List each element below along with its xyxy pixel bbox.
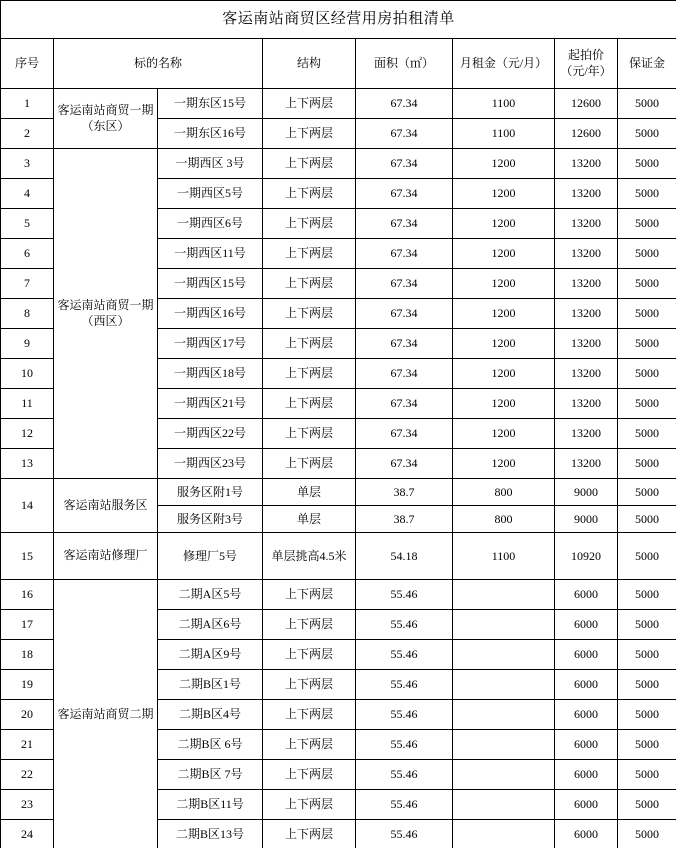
price-cell: 13200 [555,149,618,179]
price-cell: 13200 [555,389,618,419]
area-cell: 67.34 [356,269,453,299]
structure-cell: 上下两层 [263,820,356,848]
structure-cell: 上下两层 [263,389,356,419]
structure-cell: 上下两层 [263,269,356,299]
rent-cell: 1100 [453,533,555,580]
area-cell: 55.46 [356,820,453,848]
item-cell: 服务区附3号 [158,506,263,533]
seq-cell: 1 [1,89,54,119]
header-name: 标的名称 [54,39,263,89]
structure-cell: 上下两层 [263,209,356,239]
header-structure: 结构 [263,39,356,89]
deposit-cell: 5000 [618,670,676,700]
rent-cell: 1200 [453,209,555,239]
price-cell: 13200 [555,209,618,239]
table-row [1,149,676,179]
deposit-cell: 5000 [618,580,676,610]
price-cell: 9000 [555,506,618,533]
price-cell: 13200 [555,179,618,209]
deposit-cell: 5000 [618,179,676,209]
area-cell: 55.46 [356,760,453,790]
table-row [1,580,676,610]
price-cell: 13200 [555,359,618,389]
area-cell: 38.7 [356,506,453,533]
seq-cell: 6 [1,239,54,269]
price-cell: 10920 [555,533,618,580]
price-cell: 12600 [555,89,618,119]
group-cell: 客运南站修理厂 [54,533,158,580]
item-cell: 一期西区 3号 [158,149,263,179]
seq-cell: 4 [1,179,54,209]
rent-cell: 1100 [453,89,555,119]
price-cell: 6000 [555,580,618,610]
price-cell: 9000 [555,479,618,506]
rent-cell: 1200 [453,179,555,209]
rent-cell [453,670,555,700]
rent-cell: 1200 [453,419,555,449]
structure-cell: 上下两层 [263,239,356,269]
item-cell: 二期B区1号 [158,670,263,700]
structure-cell: 上下两层 [263,449,356,479]
rent-cell [453,640,555,670]
structure-cell: 单层 [263,506,356,533]
header-index: 序号 [1,39,54,89]
price-cell: 6000 [555,730,618,760]
structure-cell: 上下两层 [263,760,356,790]
item-cell: 修理厂5号 [158,533,263,580]
rent-cell: 1100 [453,119,555,149]
rent-cell [453,700,555,730]
item-cell: 一期西区16号 [158,299,263,329]
item-cell: 一期西区5号 [158,179,263,209]
seq-cell: 18 [1,640,54,670]
seq-cell: 22 [1,760,54,790]
item-cell: 一期西区18号 [158,359,263,389]
structure-cell: 上下两层 [263,359,356,389]
item-cell: 一期西区15号 [158,269,263,299]
item-cell: 二期A区9号 [158,640,263,670]
price-cell: 6000 [555,610,618,640]
seq-cell: 20 [1,700,54,730]
deposit-cell: 5000 [618,329,676,359]
seq-cell: 23 [1,790,54,820]
deposit-cell: 5000 [618,299,676,329]
area-cell: 55.46 [356,670,453,700]
area-cell: 67.34 [356,239,453,269]
rent-cell: 1200 [453,269,555,299]
area-cell: 67.34 [356,179,453,209]
area-cell: 67.34 [356,149,453,179]
deposit-cell: 5000 [618,640,676,670]
group-cell: 客运南站服务区 [54,479,158,533]
item-cell: 二期B区13号 [158,820,263,848]
area-cell: 55.46 [356,640,453,670]
area-cell: 67.34 [356,449,453,479]
area-cell: 67.34 [356,119,453,149]
item-cell: 一期西区11号 [158,239,263,269]
structure-cell: 上下两层 [263,790,356,820]
seq-cell: 5 [1,209,54,239]
header-starting-price-line2: （元/年） [560,63,612,78]
rent-cell: 1200 [453,329,555,359]
structure-cell: 上下两层 [263,179,356,209]
seq-cell: 17 [1,610,54,640]
table-header-row [1,39,676,89]
header-deposit: 保证金 [618,39,676,89]
item-cell: 二期A区5号 [158,580,263,610]
deposit-cell: 5000 [618,610,676,640]
item-cell: 二期B区 6号 [158,730,263,760]
price-cell: 13200 [555,449,618,479]
group-cell: 客运南站商贸二期 [54,580,158,848]
area-cell: 67.34 [356,389,453,419]
item-cell: 一期西区21号 [158,389,263,419]
area-cell: 55.46 [356,790,453,820]
area-cell: 67.34 [356,359,453,389]
item-cell: 一期东区15号 [158,89,263,119]
price-cell: 6000 [555,700,618,730]
area-cell: 67.34 [356,419,453,449]
area-cell: 38.7 [356,479,453,506]
structure-cell: 上下两层 [263,419,356,449]
area-cell: 55.46 [356,730,453,760]
price-cell: 13200 [555,299,618,329]
price-cell: 13200 [555,239,618,269]
deposit-cell: 5000 [618,730,676,760]
structure-cell: 上下两层 [263,610,356,640]
group-cell: 客运南站商贸一期（东区） [54,89,158,149]
structure-cell: 上下两层 [263,580,356,610]
price-cell: 6000 [555,820,618,848]
deposit-cell: 5000 [618,449,676,479]
page-title: 客运南站商贸区经营用房拍租清单 [1,1,676,39]
area-cell: 67.34 [356,299,453,329]
rent-cell [453,730,555,760]
deposit-cell: 5000 [618,209,676,239]
area-cell: 67.34 [356,89,453,119]
rent-cell: 800 [453,506,555,533]
area-cell: 54.18 [356,533,453,580]
item-cell: 二期B区 7号 [158,760,263,790]
rent-cell: 1200 [453,359,555,389]
header-starting-price [555,39,618,89]
area-cell: 55.46 [356,610,453,640]
seq-cell: 14 [1,479,54,533]
table-row [1,89,676,119]
structure-cell: 上下两层 [263,640,356,670]
deposit-cell: 5000 [618,269,676,299]
deposit-cell: 5000 [618,820,676,848]
item-cell: 一期西区17号 [158,329,263,359]
deposit-cell: 5000 [618,359,676,389]
rent-cell: 1200 [453,299,555,329]
deposit-cell: 5000 [618,389,676,419]
structure-cell: 上下两层 [263,89,356,119]
seq-cell: 12 [1,419,54,449]
structure-cell: 单层 [263,479,356,506]
deposit-cell: 5000 [618,419,676,449]
deposit-cell: 5000 [618,479,676,506]
price-cell: 13200 [555,329,618,359]
deposit-cell: 5000 [618,533,676,580]
seq-cell: 19 [1,670,54,700]
seq-cell: 15 [1,533,54,580]
structure-cell: 上下两层 [263,670,356,700]
deposit-cell: 5000 [618,790,676,820]
structure-cell: 上下两层 [263,149,356,179]
price-cell: 6000 [555,640,618,670]
item-cell: 一期西区23号 [158,449,263,479]
deposit-cell: 5000 [618,506,676,533]
header-monthly-rent: 月租金（元/月） [453,39,555,89]
header-starting-price-line1: 起拍价 [567,47,604,62]
structure-cell: 上下两层 [263,730,356,760]
seq-cell: 3 [1,149,54,179]
structure-cell: 上下两层 [263,700,356,730]
item-cell: 二期B区11号 [158,790,263,820]
structure-cell: 上下两层 [263,299,356,329]
item-cell: 一期西区22号 [158,419,263,449]
area-cell: 55.46 [356,700,453,730]
price-cell: 6000 [555,670,618,700]
group-cell: 客运南站商贸一期（西区） [54,149,158,479]
rent-cell [453,790,555,820]
item-cell: 二期B区4号 [158,700,263,730]
seq-cell: 10 [1,359,54,389]
item-cell: 一期东区16号 [158,119,263,149]
seq-cell: 16 [1,580,54,610]
deposit-cell: 5000 [618,149,676,179]
area-cell: 55.46 [356,580,453,610]
price-cell: 6000 [555,790,618,820]
structure-cell: 上下两层 [263,329,356,359]
header-area: 面积（㎡） [356,39,453,89]
seq-cell: 8 [1,299,54,329]
seq-cell: 7 [1,269,54,299]
rent-cell [453,610,555,640]
rent-cell: 1200 [453,149,555,179]
seq-cell: 24 [1,820,54,848]
rent-cell [453,820,555,848]
deposit-cell: 5000 [618,239,676,269]
deposit-cell: 5000 [618,700,676,730]
item-cell: 一期西区6号 [158,209,263,239]
seq-cell: 13 [1,449,54,479]
price-cell: 6000 [555,760,618,790]
rent-cell: 1200 [453,449,555,479]
area-cell: 67.34 [356,329,453,359]
table-row [1,479,676,506]
seq-cell: 2 [1,119,54,149]
seq-cell: 21 [1,730,54,760]
area-cell: 67.34 [356,209,453,239]
seq-cell: 9 [1,329,54,359]
price-cell: 13200 [555,419,618,449]
rent-cell: 800 [453,479,555,506]
deposit-cell: 5000 [618,89,676,119]
rent-cell [453,760,555,790]
item-cell: 二期A区6号 [158,610,263,640]
table-row [1,533,676,580]
deposit-cell: 5000 [618,119,676,149]
structure-cell: 单层挑高4.5米 [263,533,356,580]
price-cell: 12600 [555,119,618,149]
rent-cell [453,580,555,610]
seq-cell: 11 [1,389,54,419]
price-cell: 13200 [555,269,618,299]
structure-cell: 上下两层 [263,119,356,149]
table-title-row [1,1,676,39]
rent-cell: 1200 [453,389,555,419]
deposit-cell: 5000 [618,760,676,790]
rent-cell: 1200 [453,239,555,269]
item-cell: 服务区附1号 [158,479,263,506]
